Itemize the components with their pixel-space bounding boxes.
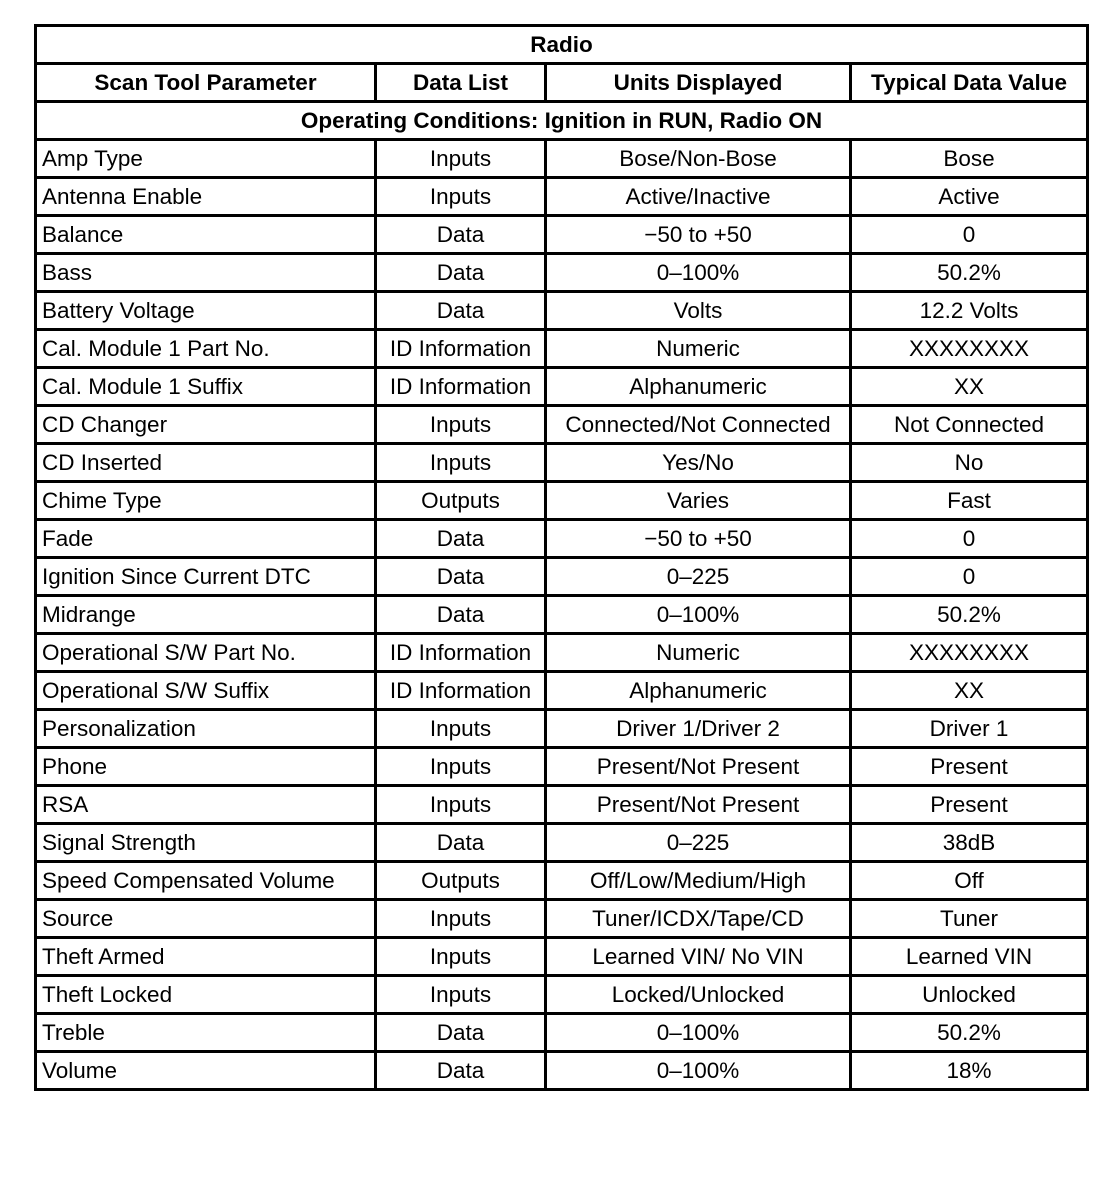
cell-data-list: Outputs [376, 862, 546, 900]
cell-units-displayed: Numeric [546, 634, 851, 672]
cell-units-displayed: 0–225 [546, 824, 851, 862]
cell-data-list: Inputs [376, 938, 546, 976]
cell-typical-data-value: 0 [851, 558, 1088, 596]
table-row [36, 292, 1088, 330]
cell-data-list: Inputs [376, 140, 546, 178]
table-row [36, 900, 1088, 938]
table-row [36, 862, 1088, 900]
cell-data-list: Data [376, 216, 546, 254]
cell-scan-tool-parameter: Fade [36, 520, 376, 558]
cell-data-list: Data [376, 292, 546, 330]
table-row [36, 938, 1088, 976]
cell-data-list: Inputs [376, 444, 546, 482]
cell-units-displayed: Alphanumeric [546, 368, 851, 406]
cell-units-displayed: Bose/Non-Bose [546, 140, 851, 178]
cell-scan-tool-parameter: Speed Compensated Volume [36, 862, 376, 900]
cell-units-displayed: Alphanumeric [546, 672, 851, 710]
cell-typical-data-value: 38dB [851, 824, 1088, 862]
cell-data-list: Inputs [376, 406, 546, 444]
radio-scan-tool-table [34, 24, 1089, 1091]
cell-typical-data-value: XX [851, 368, 1088, 406]
cell-scan-tool-parameter: Theft Locked [36, 976, 376, 1014]
cell-typical-data-value: XXXXXXXX [851, 634, 1088, 672]
cell-data-list: ID Information [376, 368, 546, 406]
cell-typical-data-value: 50.2% [851, 596, 1088, 634]
cell-data-list: Inputs [376, 900, 546, 938]
cell-typical-data-value: Driver 1 [851, 710, 1088, 748]
cell-units-displayed: Tuner/ICDX/Tape/CD [546, 900, 851, 938]
cell-data-list: Data [376, 596, 546, 634]
cell-typical-data-value: 0 [851, 520, 1088, 558]
cell-scan-tool-parameter: Cal. Module 1 Suffix [36, 368, 376, 406]
table-row [36, 1014, 1088, 1052]
header-typical-data-value: Typical Data Value [851, 64, 1088, 102]
table-row [36, 634, 1088, 672]
cell-data-list: Inputs [376, 178, 546, 216]
table-row [36, 672, 1088, 710]
cell-typical-data-value: 0 [851, 216, 1088, 254]
cell-units-displayed: Varies [546, 482, 851, 520]
cell-scan-tool-parameter: CD Inserted [36, 444, 376, 482]
table-row [36, 786, 1088, 824]
table-row [36, 406, 1088, 444]
table-row [36, 558, 1088, 596]
cell-units-displayed: 0–100% [546, 254, 851, 292]
cell-units-displayed: Active/Inactive [546, 178, 851, 216]
operating-conditions: Operating Conditions: Ignition in RUN, Radio ON [36, 102, 1088, 140]
cell-scan-tool-parameter: Operational S/W Suffix [36, 672, 376, 710]
cell-scan-tool-parameter: Antenna Enable [36, 178, 376, 216]
table-row [36, 1052, 1088, 1090]
cell-data-list: ID Information [376, 330, 546, 368]
cell-typical-data-value: Tuner [851, 900, 1088, 938]
cell-units-displayed: Off/Low/Medium/High [546, 862, 851, 900]
cell-typical-data-value: Present [851, 786, 1088, 824]
cell-units-displayed: −50 to +50 [546, 520, 851, 558]
table-row [36, 216, 1088, 254]
cell-typical-data-value: XXXXXXXX [851, 330, 1088, 368]
cell-scan-tool-parameter: Treble [36, 1014, 376, 1052]
cell-scan-tool-parameter: Bass [36, 254, 376, 292]
cell-units-displayed: Driver 1/Driver 2 [546, 710, 851, 748]
table-row [36, 976, 1088, 1014]
cell-units-displayed: Connected/Not Connected [546, 406, 851, 444]
radio-data-sheet [34, 24, 1086, 1091]
cell-units-displayed: −50 to +50 [546, 216, 851, 254]
cell-data-list: Inputs [376, 710, 546, 748]
header-scan-tool-parameter: Scan Tool Parameter [36, 64, 376, 102]
cell-units-displayed: Present/Not Present [546, 748, 851, 786]
cell-typical-data-value: 18% [851, 1052, 1088, 1090]
cell-scan-tool-parameter: Source [36, 900, 376, 938]
cell-scan-tool-parameter: Ignition Since Current DTC [36, 558, 376, 596]
cell-scan-tool-parameter: Theft Armed [36, 938, 376, 976]
cell-units-displayed: Present/Not Present [546, 786, 851, 824]
cell-units-displayed: 0–225 [546, 558, 851, 596]
table-row [36, 596, 1088, 634]
cell-data-list: Data [376, 520, 546, 558]
table-header-row [36, 64, 1088, 102]
cell-data-list: Data [376, 558, 546, 596]
table-row [36, 482, 1088, 520]
cell-typical-data-value: Bose [851, 140, 1088, 178]
cell-scan-tool-parameter: CD Changer [36, 406, 376, 444]
cell-typical-data-value: 50.2% [851, 254, 1088, 292]
cell-data-list: Data [376, 254, 546, 292]
table-body [36, 140, 1088, 1090]
cell-scan-tool-parameter: Battery Voltage [36, 292, 376, 330]
cell-data-list: Outputs [376, 482, 546, 520]
cell-typical-data-value: 12.2 Volts [851, 292, 1088, 330]
table-row [36, 178, 1088, 216]
table-row [36, 368, 1088, 406]
header-data-list: Data List [376, 64, 546, 102]
cell-typical-data-value: Present [851, 748, 1088, 786]
cell-typical-data-value: Learned VIN [851, 938, 1088, 976]
table-row [36, 444, 1088, 482]
table-row [36, 254, 1088, 292]
cell-data-list: ID Information [376, 634, 546, 672]
table-row [36, 710, 1088, 748]
cell-data-list: Inputs [376, 786, 546, 824]
cell-scan-tool-parameter: Midrange [36, 596, 376, 634]
cell-units-displayed: 0–100% [546, 1014, 851, 1052]
cell-scan-tool-parameter: Cal. Module 1 Part No. [36, 330, 376, 368]
cell-units-displayed: 0–100% [546, 1052, 851, 1090]
cell-scan-tool-parameter: Operational S/W Part No. [36, 634, 376, 672]
table-row [36, 824, 1088, 862]
cell-units-displayed: 0–100% [546, 596, 851, 634]
table-row [36, 140, 1088, 178]
cell-data-list: ID Information [376, 672, 546, 710]
cell-scan-tool-parameter: Amp Type [36, 140, 376, 178]
cell-typical-data-value: 50.2% [851, 1014, 1088, 1052]
table-row [36, 330, 1088, 368]
cell-scan-tool-parameter: Balance [36, 216, 376, 254]
cell-units-displayed: Numeric [546, 330, 851, 368]
table-row [36, 520, 1088, 558]
cell-typical-data-value: XX [851, 672, 1088, 710]
cell-scan-tool-parameter: Phone [36, 748, 376, 786]
cell-units-displayed: Yes/No [546, 444, 851, 482]
cell-data-list: Data [376, 1014, 546, 1052]
cell-typical-data-value: Fast [851, 482, 1088, 520]
cell-typical-data-value: Not Connected [851, 406, 1088, 444]
table-title: Radio [36, 26, 1088, 64]
operating-conditions-row [36, 102, 1088, 140]
cell-typical-data-value: No [851, 444, 1088, 482]
cell-typical-data-value: Active [851, 178, 1088, 216]
cell-data-list: Data [376, 1052, 546, 1090]
cell-units-displayed: Volts [546, 292, 851, 330]
cell-scan-tool-parameter: Signal Strength [36, 824, 376, 862]
cell-scan-tool-parameter: RSA [36, 786, 376, 824]
cell-data-list: Inputs [376, 976, 546, 1014]
table-title-row [36, 26, 1088, 64]
cell-typical-data-value: Off [851, 862, 1088, 900]
cell-units-displayed: Learned VIN/ No VIN [546, 938, 851, 976]
cell-scan-tool-parameter: Personalization [36, 710, 376, 748]
cell-scan-tool-parameter: Chime Type [36, 482, 376, 520]
header-units-displayed: Units Displayed [546, 64, 851, 102]
cell-units-displayed: Locked/Unlocked [546, 976, 851, 1014]
cell-scan-tool-parameter: Volume [36, 1052, 376, 1090]
cell-typical-data-value: Unlocked [851, 976, 1088, 1014]
cell-data-list: Data [376, 824, 546, 862]
table-row [36, 748, 1088, 786]
cell-data-list: Inputs [376, 748, 546, 786]
